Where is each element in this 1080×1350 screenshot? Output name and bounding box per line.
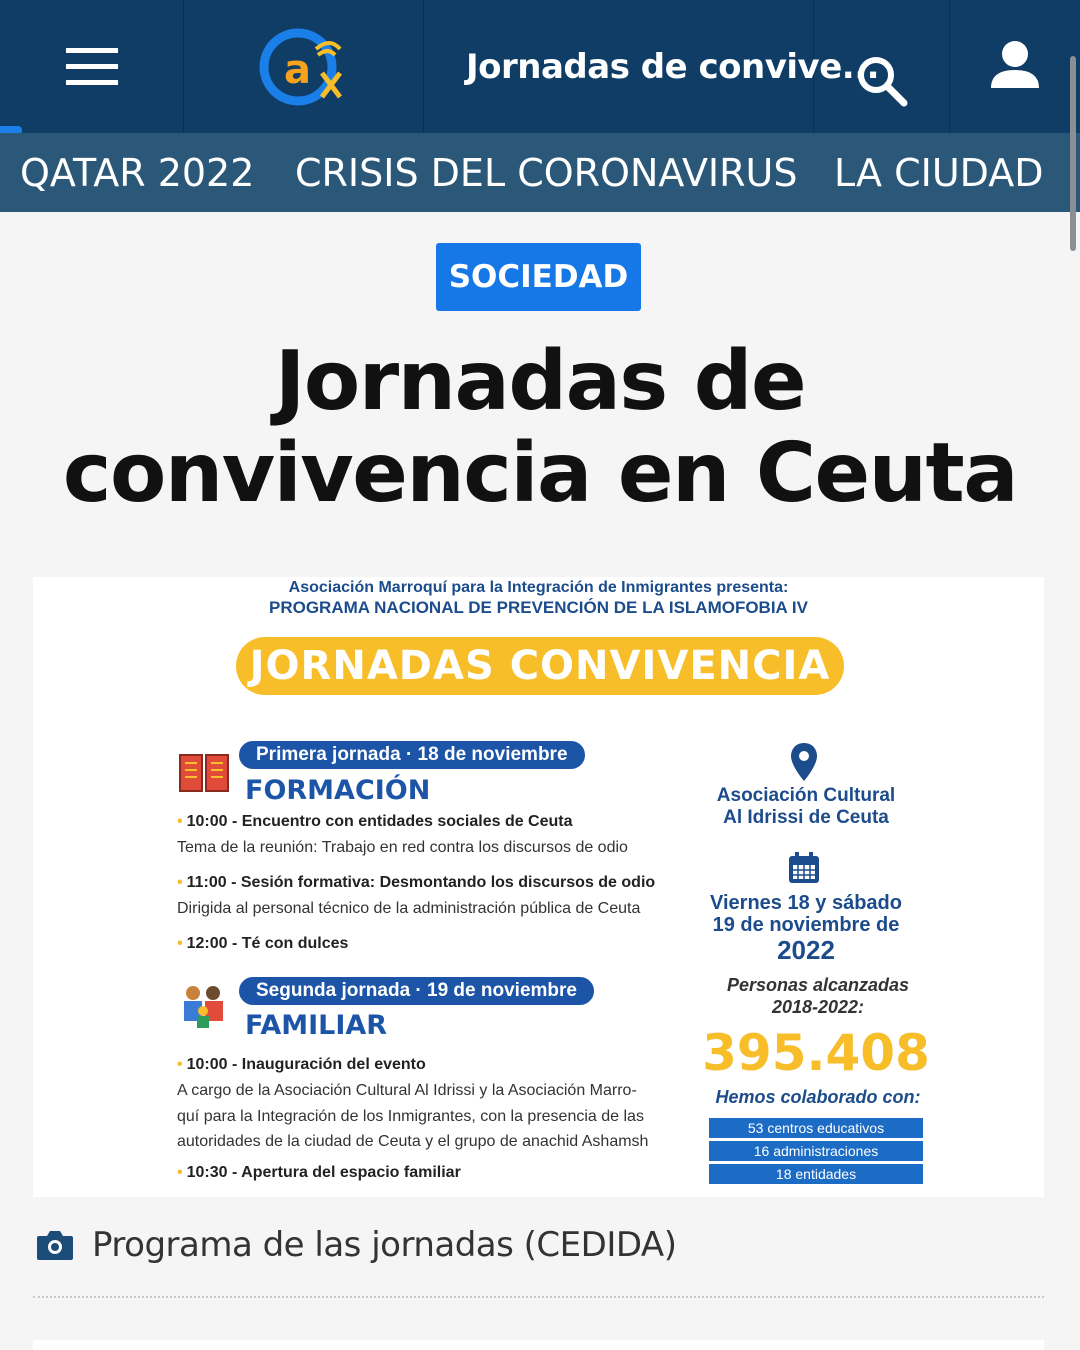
poster-banner: JORNADAS CONVIVENCIA [236, 637, 844, 695]
menu-button[interactable] [0, 0, 184, 133]
day1-item-2: • 11:00 - Sesión formativa: Desmontando los discursos de odio [177, 874, 656, 891]
site-logo [258, 27, 350, 107]
camera-icon [36, 1229, 74, 1261]
day2-item-2: • 10:30 - Apertura del espacio familiar [177, 1164, 461, 1181]
collab-label: Hemos colaborado con: [715, 1087, 921, 1107]
hamburger-menu-icon [66, 48, 118, 86]
day2-desc-1c: autoridades de la ciudad de Ceuta y el grupo de anachid Ashamsh [177, 1133, 649, 1150]
poster-org: Asociación Marroquí para la Integración de Inmigrantes presenta: [288, 579, 789, 596]
venue-line-2: Al Idrissi de Ceuta [723, 807, 889, 828]
poster-program: PROGRAMA NACIONAL DE PREVENCIÓN DE LA ISLAMOFOBIA IV [269, 598, 808, 617]
site-logo-link[interactable] [184, 0, 424, 133]
day1-item-1: • 10:00 - Encuentro con entidades sociales de Ceuta [177, 813, 573, 830]
user-icon [990, 40, 1040, 90]
day2-desc-1a: A cargo de la Asociación Cultural Al Idrissi y la Asociación Marro- [177, 1082, 637, 1099]
collab-bar-2: 16 administraciones [709, 1141, 923, 1161]
caption-text: Programa de las jornadas (CEDIDA) [92, 1225, 677, 1265]
day2-desc-1b: quí para la Integración de los Inmigrantes, con la presencia de las [177, 1108, 644, 1125]
location-pin-icon [789, 741, 819, 783]
header-title-cell [424, 0, 880, 133]
category-nav [0, 133, 1080, 212]
reach-value: 395.408 [702, 1024, 930, 1082]
user-account-button[interactable] [950, 0, 1080, 133]
nav-item-la-ciudad[interactable]: LA CIUDAD [834, 151, 1044, 195]
date-line-2: 19 de noviembre de [712, 914, 900, 936]
next-content-card [33, 1340, 1044, 1350]
day1-desc-1: Tema de la reunión: Trabajo en red contra los discursos de odio [177, 839, 628, 856]
day1-desc-2: Dirigida al personal técnico de la administración pública de Ceuta [177, 900, 641, 917]
header-title: Jornadas de convive... [466, 46, 880, 87]
article-image[interactable] [33, 577, 1044, 1197]
family-icon [179, 981, 229, 1031]
content-divider [33, 1296, 1044, 1298]
search-icon [855, 54, 909, 108]
date-year: 2022 [777, 935, 835, 965]
image-caption [36, 1225, 676, 1265]
top-header-bar [0, 0, 1080, 133]
venue-line-1: Asociación Cultural [716, 785, 896, 806]
calendar-icon [787, 851, 821, 885]
article-title: Jornadas de convivencia en Ceuta [62, 334, 1018, 521]
reach-label-2: 2018-2022: [771, 997, 865, 1017]
day1-heading: FORMACIÓN [245, 775, 431, 806]
section-badge[interactable]: SOCIEDAD [436, 243, 641, 311]
book-icon [177, 745, 231, 799]
day2-pill: Segunda jornada · 19 de noviembre [239, 977, 594, 1005]
date-line-1: Viernes 18 y sábado [710, 892, 902, 914]
svg-text:a: a [283, 46, 311, 93]
search-button[interactable] [814, 0, 950, 133]
collab-bar-1: 53 centros educativos [709, 1118, 923, 1138]
nav-item-coronavirus[interactable]: CRISIS DEL CORONAVIRUS [295, 151, 798, 195]
day1-item-3: • 12:00 - Té con dulces [177, 935, 349, 952]
reach-label-1: Personas alcanzadas [726, 975, 910, 995]
collab-bar-3: 18 entidades [709, 1164, 923, 1184]
day2-item-1: • 10:00 - Inauguración del evento [177, 1056, 426, 1073]
page-scrollbar[interactable] [1070, 56, 1076, 251]
day1-pill: Primera jornada · 18 de noviembre [239, 741, 585, 769]
day2-heading: FAMILIAR [245, 1010, 388, 1041]
nav-item-qatar[interactable]: QATAR 2022 [20, 151, 255, 195]
